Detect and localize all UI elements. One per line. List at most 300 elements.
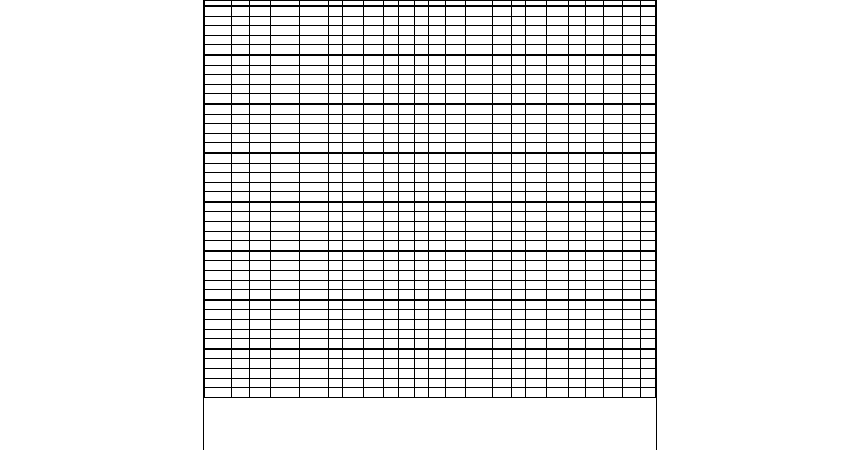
table-cell bbox=[622, 124, 641, 134]
table-cell bbox=[466, 388, 493, 398]
row-label-cell bbox=[205, 45, 232, 55]
table-cell bbox=[546, 114, 569, 124]
table-cell bbox=[363, 84, 384, 94]
row-label-cell bbox=[205, 368, 232, 378]
table-cell bbox=[526, 300, 547, 310]
table-cell bbox=[231, 349, 250, 359]
table-cell bbox=[414, 124, 428, 134]
table-cell bbox=[511, 320, 525, 330]
table-cell bbox=[511, 251, 525, 261]
table-cell bbox=[299, 192, 328, 202]
table-row bbox=[205, 271, 656, 281]
table-cell bbox=[270, 280, 299, 290]
row-label-cell bbox=[205, 290, 232, 300]
table-cell bbox=[429, 182, 445, 192]
table-cell bbox=[342, 300, 363, 310]
table-cell bbox=[526, 65, 547, 75]
table-cell bbox=[231, 368, 250, 378]
table-cell bbox=[398, 222, 414, 232]
table-cell bbox=[641, 26, 656, 36]
table-cell bbox=[398, 133, 414, 143]
table-cell bbox=[546, 182, 569, 192]
table-cell bbox=[493, 133, 512, 143]
table-cell bbox=[641, 310, 656, 320]
table-cell bbox=[250, 114, 271, 124]
table-cell bbox=[414, 349, 428, 359]
table-cell bbox=[429, 320, 445, 330]
table-cell bbox=[414, 143, 428, 153]
table-cell bbox=[466, 163, 493, 173]
table-cell bbox=[384, 388, 398, 398]
table-cell bbox=[604, 310, 623, 320]
table-cell bbox=[328, 349, 342, 359]
table-row bbox=[205, 173, 656, 183]
table-cell bbox=[604, 114, 623, 124]
table-cell bbox=[511, 359, 525, 369]
table-cell bbox=[546, 359, 569, 369]
table-cell bbox=[493, 143, 512, 153]
table-cell bbox=[604, 16, 623, 26]
table-cell bbox=[569, 261, 585, 271]
table-cell bbox=[299, 143, 328, 153]
table-cell bbox=[429, 241, 445, 251]
table-cell bbox=[231, 388, 250, 398]
table-cell bbox=[569, 84, 585, 94]
table-cell bbox=[511, 143, 525, 153]
table-cell bbox=[328, 26, 342, 36]
table-cell bbox=[384, 173, 398, 183]
table-cell bbox=[546, 212, 569, 222]
table-cell bbox=[299, 65, 328, 75]
table-cell bbox=[299, 261, 328, 271]
table-cell bbox=[328, 202, 342, 212]
table-cell bbox=[604, 290, 623, 300]
table-cell bbox=[414, 192, 428, 202]
table-cell bbox=[414, 280, 428, 290]
table-cell bbox=[569, 45, 585, 55]
table-cell bbox=[414, 26, 428, 36]
table-cell bbox=[585, 55, 604, 65]
table-cell bbox=[585, 202, 604, 212]
table-cell bbox=[270, 45, 299, 55]
table-cell bbox=[328, 251, 342, 261]
table-cell bbox=[384, 310, 398, 320]
table-cell bbox=[250, 55, 271, 65]
table-cell bbox=[493, 153, 512, 163]
table-cell bbox=[384, 182, 398, 192]
table-cell bbox=[511, 133, 525, 143]
table-cell bbox=[363, 349, 384, 359]
table-cell bbox=[511, 388, 525, 398]
row-label-cell bbox=[205, 231, 232, 241]
table-cell bbox=[299, 84, 328, 94]
table-cell bbox=[526, 202, 547, 212]
table-row bbox=[205, 300, 656, 310]
table-cell bbox=[445, 163, 466, 173]
table-cell bbox=[342, 320, 363, 330]
table-cell bbox=[493, 300, 512, 310]
table-cell bbox=[445, 300, 466, 310]
table-cell bbox=[585, 320, 604, 330]
table-cell bbox=[466, 65, 493, 75]
table-cell bbox=[270, 388, 299, 398]
table-cell bbox=[250, 153, 271, 163]
table-cell bbox=[250, 124, 271, 134]
table-cell bbox=[270, 320, 299, 330]
table-cell bbox=[429, 368, 445, 378]
table-cell bbox=[250, 173, 271, 183]
table-cell bbox=[429, 192, 445, 202]
table-cell bbox=[622, 55, 641, 65]
table-cell bbox=[585, 114, 604, 124]
table-cell bbox=[493, 388, 512, 398]
table-cell bbox=[414, 378, 428, 388]
table-cell bbox=[384, 133, 398, 143]
table-row bbox=[205, 368, 656, 378]
table-cell bbox=[604, 378, 623, 388]
table-cell bbox=[641, 173, 656, 183]
table-cell bbox=[270, 124, 299, 134]
table-cell bbox=[585, 290, 604, 300]
table-cell bbox=[569, 182, 585, 192]
table-cell bbox=[641, 6, 656, 16]
table-cell bbox=[511, 212, 525, 222]
table-cell bbox=[526, 378, 547, 388]
table-cell bbox=[445, 231, 466, 241]
table-cell bbox=[270, 55, 299, 65]
table-cell bbox=[363, 16, 384, 26]
table-cell bbox=[622, 349, 641, 359]
table-cell bbox=[342, 163, 363, 173]
table-cell bbox=[585, 368, 604, 378]
table-cell bbox=[622, 388, 641, 398]
table-cell bbox=[429, 329, 445, 339]
table-cell bbox=[585, 143, 604, 153]
table-cell bbox=[585, 231, 604, 241]
table-row bbox=[205, 133, 656, 143]
table-cell bbox=[466, 329, 493, 339]
table-cell bbox=[429, 222, 445, 232]
table-cell bbox=[328, 104, 342, 114]
table-cell bbox=[526, 182, 547, 192]
table-cell bbox=[604, 163, 623, 173]
table-row bbox=[205, 378, 656, 388]
table-cell bbox=[299, 75, 328, 85]
table-cell bbox=[231, 124, 250, 134]
table-cell bbox=[526, 388, 547, 398]
table-cell bbox=[493, 202, 512, 212]
table-row bbox=[205, 280, 656, 290]
table-cell bbox=[414, 261, 428, 271]
table-cell bbox=[231, 320, 250, 330]
table-cell bbox=[398, 153, 414, 163]
table-cell bbox=[250, 143, 271, 153]
table-cell bbox=[546, 300, 569, 310]
table-cell bbox=[414, 94, 428, 104]
row-label-cell bbox=[205, 320, 232, 330]
table-cell bbox=[604, 320, 623, 330]
table-cell bbox=[414, 173, 428, 183]
table-cell bbox=[270, 133, 299, 143]
row-label-cell bbox=[205, 35, 232, 45]
table-cell bbox=[604, 45, 623, 55]
table-cell bbox=[414, 388, 428, 398]
table-cell bbox=[328, 212, 342, 222]
row-label-cell bbox=[205, 84, 232, 94]
table-cell bbox=[299, 359, 328, 369]
table-cell bbox=[445, 192, 466, 202]
table-row bbox=[205, 75, 656, 85]
table-cell bbox=[414, 182, 428, 192]
table-cell bbox=[526, 329, 547, 339]
table-cell bbox=[546, 35, 569, 45]
table-row bbox=[205, 84, 656, 94]
table-cell bbox=[526, 16, 547, 26]
table-cell bbox=[429, 114, 445, 124]
table-row bbox=[205, 290, 656, 300]
table-cell bbox=[231, 6, 250, 16]
table-cell bbox=[398, 349, 414, 359]
table-cell bbox=[546, 368, 569, 378]
table-row bbox=[205, 329, 656, 339]
table-cell bbox=[466, 182, 493, 192]
table-cell bbox=[546, 16, 569, 26]
table-cell bbox=[641, 359, 656, 369]
table-cell bbox=[622, 261, 641, 271]
table-cell bbox=[445, 290, 466, 300]
table-cell bbox=[384, 280, 398, 290]
table-cell bbox=[398, 368, 414, 378]
table-cell bbox=[342, 231, 363, 241]
table-cell bbox=[342, 45, 363, 55]
table-cell bbox=[328, 290, 342, 300]
table-cell bbox=[414, 16, 428, 26]
table-cell bbox=[250, 45, 271, 55]
table-cell bbox=[585, 241, 604, 251]
table-cell bbox=[250, 16, 271, 26]
table-cell bbox=[328, 222, 342, 232]
table-cell bbox=[641, 280, 656, 290]
table-cell bbox=[342, 173, 363, 183]
table-cell bbox=[231, 16, 250, 26]
table-cell bbox=[363, 153, 384, 163]
table-cell bbox=[445, 320, 466, 330]
table-cell bbox=[526, 212, 547, 222]
table-cell bbox=[414, 368, 428, 378]
table-cell bbox=[641, 55, 656, 65]
table-cell bbox=[342, 388, 363, 398]
table-cell bbox=[569, 339, 585, 349]
table-cell bbox=[299, 290, 328, 300]
table-cell bbox=[445, 212, 466, 222]
table-cell bbox=[328, 378, 342, 388]
table-cell bbox=[398, 182, 414, 192]
table-cell bbox=[493, 6, 512, 16]
table-cell bbox=[526, 124, 547, 134]
table-cell bbox=[445, 16, 466, 26]
table-cell bbox=[398, 16, 414, 26]
table-cell bbox=[384, 26, 398, 36]
table-cell bbox=[445, 143, 466, 153]
table-cell bbox=[511, 104, 525, 114]
table-cell bbox=[526, 290, 547, 300]
table-cell bbox=[250, 192, 271, 202]
table-cell bbox=[342, 202, 363, 212]
table-cell bbox=[414, 35, 428, 45]
table-cell bbox=[585, 182, 604, 192]
table-cell bbox=[384, 300, 398, 310]
table-cell bbox=[363, 271, 384, 281]
table-cell bbox=[466, 35, 493, 45]
table-cell bbox=[231, 359, 250, 369]
table-cell bbox=[641, 75, 656, 85]
table-cell bbox=[363, 290, 384, 300]
table-cell bbox=[493, 124, 512, 134]
table-cell bbox=[363, 94, 384, 104]
table-cell bbox=[466, 359, 493, 369]
table-row bbox=[205, 359, 656, 369]
table-cell bbox=[328, 300, 342, 310]
table-cell bbox=[250, 368, 271, 378]
table-cell bbox=[622, 329, 641, 339]
table-cell bbox=[342, 271, 363, 281]
table-cell bbox=[546, 173, 569, 183]
table-cell bbox=[429, 45, 445, 55]
table-cell bbox=[363, 75, 384, 85]
table-cell bbox=[363, 192, 384, 202]
table-cell bbox=[398, 143, 414, 153]
table-cell bbox=[622, 212, 641, 222]
table-cell bbox=[363, 368, 384, 378]
table-cell bbox=[328, 192, 342, 202]
table-cell bbox=[363, 143, 384, 153]
table-cell bbox=[299, 378, 328, 388]
table-cell bbox=[384, 84, 398, 94]
table-cell bbox=[546, 241, 569, 251]
table-cell bbox=[511, 45, 525, 55]
table-cell bbox=[445, 124, 466, 134]
table-cell bbox=[546, 94, 569, 104]
table-cell bbox=[511, 153, 525, 163]
table-cell bbox=[231, 182, 250, 192]
table-cell bbox=[466, 320, 493, 330]
table-cell bbox=[622, 192, 641, 202]
table-cell bbox=[466, 75, 493, 85]
table-cell bbox=[493, 26, 512, 36]
row-label-cell bbox=[205, 202, 232, 212]
table-cell bbox=[604, 202, 623, 212]
table-cell bbox=[466, 94, 493, 104]
table-cell bbox=[384, 320, 398, 330]
table-cell bbox=[493, 359, 512, 369]
table-cell bbox=[604, 300, 623, 310]
table-cell bbox=[622, 143, 641, 153]
table-cell bbox=[384, 241, 398, 251]
table-cell bbox=[526, 45, 547, 55]
table-row bbox=[205, 349, 656, 359]
table-cell bbox=[604, 329, 623, 339]
row-label-cell bbox=[205, 251, 232, 261]
table-cell bbox=[384, 75, 398, 85]
table-cell bbox=[585, 349, 604, 359]
table-cell bbox=[493, 163, 512, 173]
table-cell bbox=[384, 192, 398, 202]
table-cell bbox=[526, 143, 547, 153]
table-cell bbox=[493, 212, 512, 222]
table-cell bbox=[569, 329, 585, 339]
table-cell bbox=[299, 202, 328, 212]
table-cell bbox=[384, 271, 398, 281]
table-cell bbox=[641, 290, 656, 300]
table-cell bbox=[445, 55, 466, 65]
table-cell bbox=[493, 261, 512, 271]
table-cell bbox=[384, 163, 398, 173]
table-cell bbox=[493, 192, 512, 202]
table-cell bbox=[363, 212, 384, 222]
table-cell bbox=[384, 329, 398, 339]
table-cell bbox=[429, 16, 445, 26]
table-cell bbox=[569, 104, 585, 114]
table-cell bbox=[604, 212, 623, 222]
table-cell bbox=[445, 280, 466, 290]
table-cell bbox=[398, 388, 414, 398]
table-cell bbox=[546, 339, 569, 349]
table-cell bbox=[250, 359, 271, 369]
table-cell bbox=[466, 55, 493, 65]
row-label-cell bbox=[205, 94, 232, 104]
table-cell bbox=[299, 251, 328, 261]
table-cell bbox=[270, 339, 299, 349]
table-cell bbox=[585, 359, 604, 369]
table-cell bbox=[622, 222, 641, 232]
table-cell bbox=[546, 26, 569, 36]
table-cell bbox=[328, 143, 342, 153]
table-cell bbox=[414, 290, 428, 300]
table-cell bbox=[511, 300, 525, 310]
table-cell bbox=[641, 251, 656, 261]
table-cell bbox=[384, 16, 398, 26]
row-label-cell bbox=[205, 124, 232, 134]
table-cell bbox=[429, 310, 445, 320]
row-label-cell bbox=[205, 173, 232, 183]
table-cell bbox=[342, 182, 363, 192]
row-label-cell bbox=[205, 339, 232, 349]
table-cell bbox=[569, 94, 585, 104]
table-cell bbox=[342, 241, 363, 251]
table-cell bbox=[511, 271, 525, 281]
table-cell bbox=[231, 75, 250, 85]
table-cell bbox=[546, 133, 569, 143]
table-cell bbox=[299, 241, 328, 251]
table-cell bbox=[622, 378, 641, 388]
table-cell bbox=[585, 251, 604, 261]
table-cell bbox=[231, 310, 250, 320]
row-label-cell bbox=[205, 6, 232, 16]
table-cell bbox=[250, 222, 271, 232]
table-cell bbox=[641, 241, 656, 251]
table-cell bbox=[546, 6, 569, 16]
table-cell bbox=[398, 94, 414, 104]
table-cell bbox=[641, 192, 656, 202]
table-row bbox=[205, 192, 656, 202]
table-cell bbox=[363, 133, 384, 143]
table-cell bbox=[398, 378, 414, 388]
table-cell bbox=[270, 231, 299, 241]
table-cell bbox=[526, 94, 547, 104]
table-cell bbox=[445, 26, 466, 36]
table-cell bbox=[585, 300, 604, 310]
table-cell bbox=[493, 222, 512, 232]
